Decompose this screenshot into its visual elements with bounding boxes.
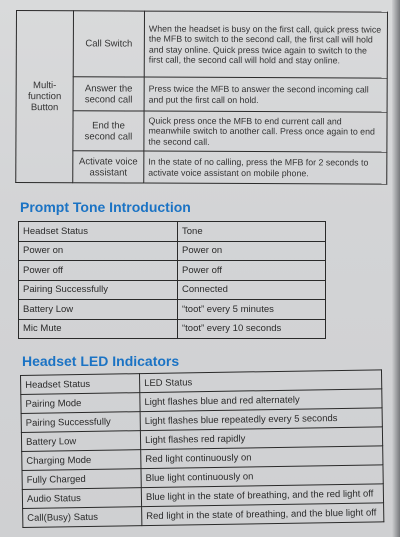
led-cell: Light flashes blue repeatedly every 5 seconds: [140, 408, 382, 431]
function-name: Activate voice assistant: [73, 151, 144, 183]
function-description: Press twice the MFB to answer the second incoming call and put the first call on hold.: [144, 77, 387, 112]
led-cell: Light flashes red rapidly: [140, 427, 382, 450]
button-function-table: [15, 10, 388, 185]
led-cell: Blue light continuously on: [141, 465, 383, 488]
status-cell: Pairing Mode: [21, 393, 140, 414]
function-description: In the state of no calling, press the MFB for 2 seconds to activate voice assistant on mobile phone.: [144, 151, 387, 184]
tone-cell: Connected: [178, 280, 326, 300]
table-row: [19, 261, 326, 281]
led-cell: Red light continuously on: [141, 446, 383, 469]
prompt-tone-table: [18, 221, 326, 339]
column-header: Tone: [178, 222, 326, 242]
table-row: [19, 319, 326, 339]
table-row: [19, 300, 326, 320]
tone-cell: “toot” every 10 seconds: [178, 319, 326, 339]
status-cell: Fully Charged: [22, 469, 141, 490]
led-table: [20, 369, 384, 528]
function-description: Quick press once the MFB to end current call and meanwhile switch to another call. Press once again to end the second call.: [144, 111, 387, 152]
led-cell: Blue light in the state of breathing, and the red light off: [141, 484, 383, 507]
table-row: [19, 241, 326, 261]
function-name: Answer the second call: [73, 77, 144, 111]
function-name: End the second call: [73, 111, 144, 151]
tone-cell: “toot” every 5 minutes: [178, 300, 326, 320]
status-cell: Battery Low: [19, 300, 178, 320]
function-description: When the headset is busy on the first call, quick press twice the MFB to switch to the second call, the first call will hold and stay online. Quick press twice again to switch to the first call, the second call will hold and stay online.: [144, 11, 387, 78]
tone-cell: Power on: [178, 241, 326, 261]
table-row: [16, 11, 387, 79]
column-header: LED Status: [139, 370, 381, 393]
prompt-tone-heading: Prompt Tone Introduction: [20, 199, 191, 215]
status-cell: Call(Busy) Satus: [23, 507, 142, 528]
status-cell: Charging Mode: [22, 450, 141, 471]
status-cell: Pairing Successfully: [21, 412, 140, 433]
status-cell: Mic Mute: [19, 319, 178, 339]
function-name: Call Switch: [73, 11, 144, 77]
column-header: Headset Status: [21, 374, 140, 395]
led-cell: Red light in the state of breathing, and the blue light off: [142, 503, 384, 526]
status-cell: Power on: [19, 241, 178, 261]
status-cell: Pairing Successfully: [19, 280, 178, 300]
led-heading: Headset LED Indicators: [22, 353, 180, 369]
led-cell: Light flashes blue and red alternately: [140, 389, 382, 412]
tone-cell: Power off: [178, 261, 326, 281]
table-row: [19, 280, 326, 300]
page-edge-shadow: [392, 0, 400, 537]
table-header-row: [19, 222, 326, 242]
status-cell: Power off: [19, 261, 178, 281]
status-cell: Audio Status: [22, 488, 141, 509]
status-cell: Battery Low: [21, 431, 140, 452]
group-label: Multi-function Button: [16, 11, 74, 183]
column-header: Headset Status: [19, 222, 178, 242]
